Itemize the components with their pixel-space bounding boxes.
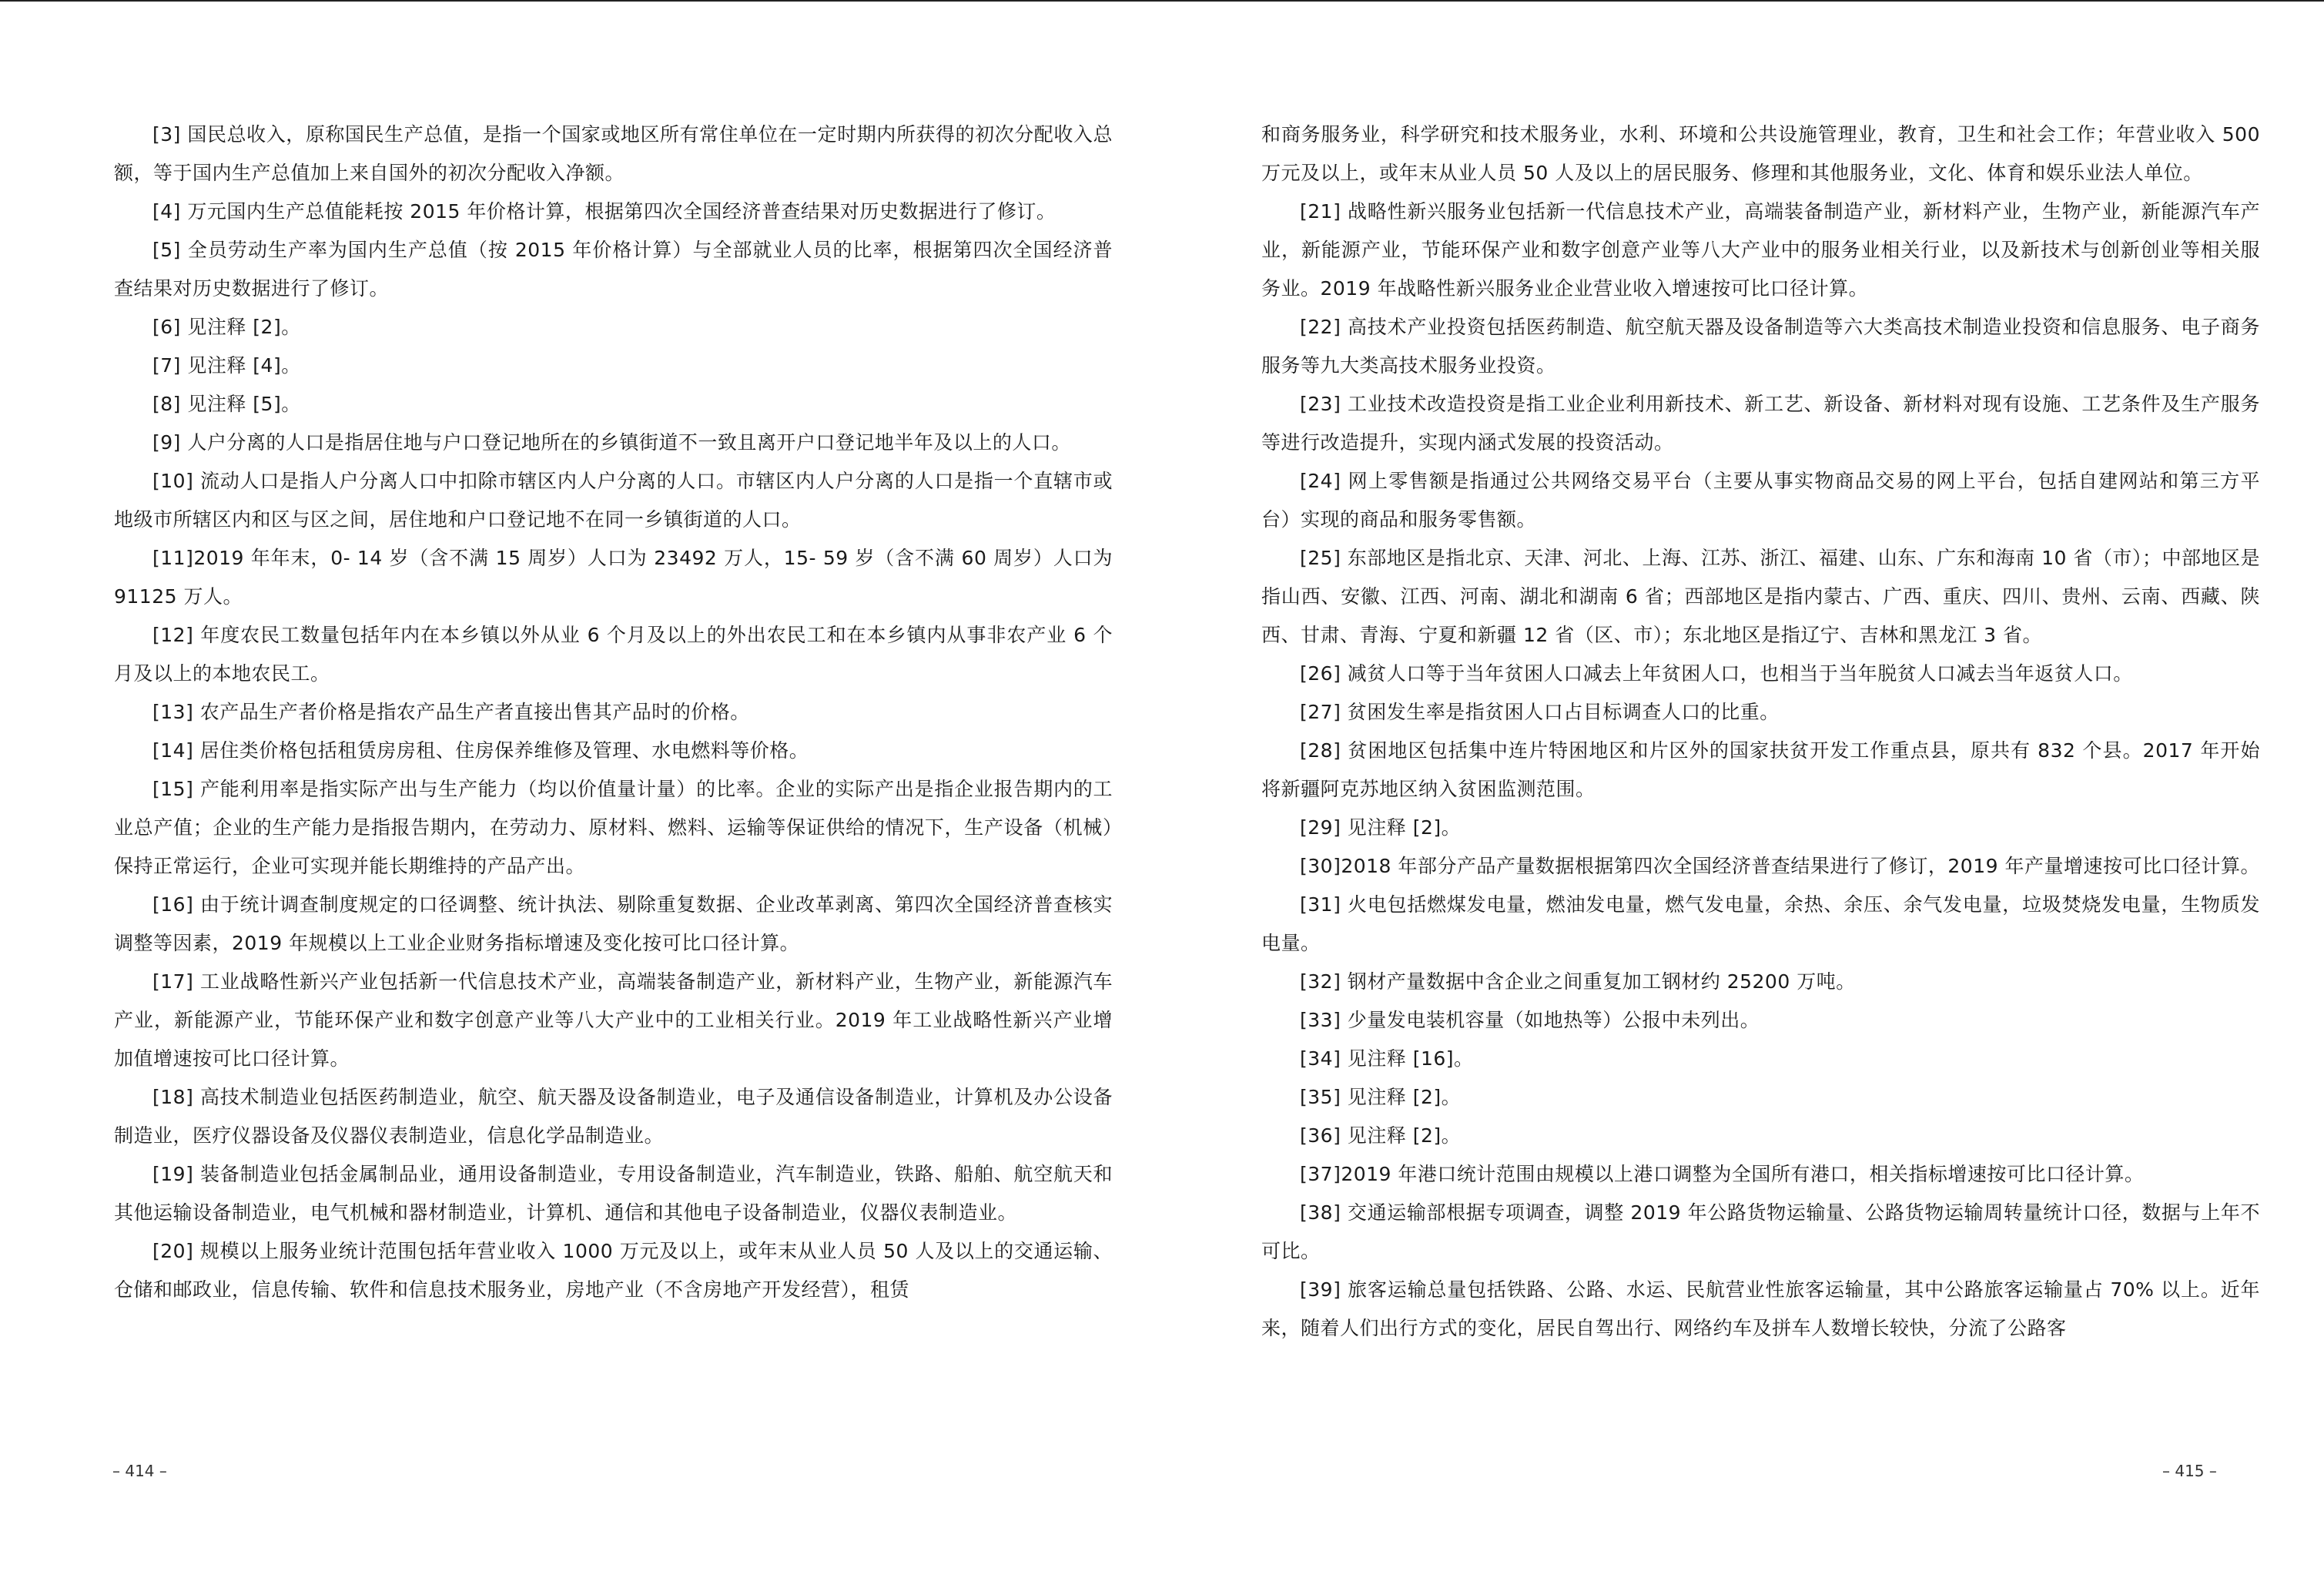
note-12: [12] 年度农民工数量包括年内在本乡镇以外从业 6 个月及以上的外出农民工和在本乡镇内从事非农产业 6 个月及以上的本地农民工。 xyxy=(114,624,1113,685)
note-36: [36] 见注释 [2]。 xyxy=(1300,1124,1462,1147)
note-22: [22] 高技术产业投资包括医药制造、航空航天器及设备制造等六大类高技术制造业投资和信息服务、电子商务服务等九大类高技术服务业投资。 xyxy=(1261,316,2260,377)
note-13: [13] 农产品生产者价格是指农产品生产者直接出售其产品时的价格。 xyxy=(152,701,750,723)
note-16: [16] 由于统计调查制度规定的口径调整、统计执法、剔除重复数据、企业改革剥离、第四次全国经济普查核实调整等因素，2019 年规模以上工业企业财务指标增速及变化按可比口径计算。 xyxy=(114,893,1113,954)
page-number-right: – 415 – xyxy=(2162,1462,2217,1480)
note-20-continuation: 和商务服务业，科学研究和技术服务业，水利、环境和公共设施管理业，教育，卫生和社会工作；年营业收入 500 万元及以上，或年末从业人员 50 人及以上的居民服务、修理和其他服务业，文化、体育和娱乐业法人单位。 xyxy=(1261,123,2260,184)
top-border-rule xyxy=(0,0,2324,2)
note-18: [18] 高技术制造业包括医药制造业，航空、航天器及设备制造业，电子及通信设备制造业，计算机及办公设备制造业，医疗仪器设备及仪器仪表制造业，信息化学品制造业。 xyxy=(114,1086,1113,1147)
note-5: [5] 全员劳动生产率为国内生产总值（按 2015 年价格计算）与全部就业人员的比率，根据第四次全国经济普查结果对历史数据进行了修订。 xyxy=(114,239,1113,300)
note-33: [33] 少量发电装机容量（如地热等）公报中未列出。 xyxy=(1300,1009,1760,1031)
note-19: [19] 装备制造业包括金属制品业，通用设备制造业，专用设备制造业，汽车制造业，铁路、船舶、航空航天和其他运输设备制造业，电气机械和器材制造业，计算机、通信和其他电子设备制造业，仪器仪表制造业。 xyxy=(114,1163,1113,1224)
right-page-body xyxy=(1261,116,2260,1440)
note-8: [8] 见注释 [5]。 xyxy=(152,393,301,415)
note-24: [24] 网上零售额是指通过公共网络交易平台（主要从事实物商品交易的网上平台，包括自建网站和第三方平台）实现的商品和服务零售额。 xyxy=(1261,470,2260,531)
note-27: [27] 贫困发生率是指贫困人口占目标调查人口的比重。 xyxy=(1300,701,1780,723)
note-4: [4] 万元国内生产总值能耗按 2015 年价格计算，根据第四次全国经济普查结果对历史数据进行了修订。 xyxy=(152,200,1057,223)
note-10: [10] 流动人口是指人户分离人口中扣除市辖区内人户分离的人口。市辖区内人户分离的人口是指一个直辖市或地级市所辖区内和区与区之间，居住地和户口登记地不在同一乡镇街道的人口。 xyxy=(114,470,1113,531)
left-page-body xyxy=(114,116,1113,1440)
note-28: [28] 贫困地区包括集中连片特困地区和片区外的国家扶贫开发工作重点县，原共有 832 个县。2017 年开始将新疆阿克苏地区纳入贫困监测范围。 xyxy=(1261,739,2260,800)
note-32: [32] 钢材产量数据中含企业之间重复加工钢材约 25200 万吨。 xyxy=(1300,970,1856,993)
note-14: [14] 居住类价格包括租赁房房租、住房保养维修及管理、水电燃料等价格。 xyxy=(152,739,809,762)
note-9: [9] 人户分离的人口是指居住地与户口登记地所在的乡镇街道不一致且离开户口登记地半年及以上的人口。 xyxy=(152,431,1071,454)
note-3: [3] 国民总收入，原称国民生产总值，是指一个国家或地区所有常住单位在一定时期内所获得的初次分配收入总额，等于国内生产总值加上来自国外的初次分配收入净额。 xyxy=(114,123,1113,184)
note-21: [21] 战略性新兴服务业包括新一代信息技术产业，高端装备制造产业，新材料产业，生物产业，新能源汽车产业，新能源产业，节能环保产业和数字创意产业等八大产业中的服务业相关行业，以及新技术与创新创业等相关服务业。2019 年战略性新兴服务业企业营业收入增速按可比口径计算。 xyxy=(1261,200,2260,300)
note-31: [31] 火电包括燃煤发电量，燃油发电量，燃气发电量，余热、余压、余气发电量，垃圾焚烧发电量，生物质发电量。 xyxy=(1261,893,2260,954)
note-39: [39] 旅客运输总量包括铁路、公路、水运、民航营业性旅客运输量，其中公路旅客运输量占 70% 以上。近年来，随着人们出行方式的变化，居民自驾出行、网络约车及拼车人数增长较快，分流了公路客 xyxy=(1261,1278,2260,1339)
note-7: [7] 见注释 [4]。 xyxy=(152,354,301,377)
note-26: [26] 减贫人口等于当年贫困人口减去上年贫困人口，也相当于当年脱贫人口减去当年返贫人口。 xyxy=(1300,662,2133,685)
note-6: [6] 见注释 [2]。 xyxy=(152,316,301,338)
note-23: [23] 工业技术改造投资是指工业企业利用新技术、新工艺、新设备、新材料对现有设施、工艺条件及生产服务等进行改造提升，实现内涵式发展的投资活动。 xyxy=(1261,393,2260,454)
note-37: [37]2019 年港口统计范围由规模以上港口调整为全国所有港口，相关指标增速按可比口径计算。 xyxy=(1300,1163,2145,1185)
note-35: [35] 见注释 [2]。 xyxy=(1300,1086,1462,1108)
note-34: [34] 见注释 [16]。 xyxy=(1300,1047,1474,1070)
note-20: [20] 规模以上服务业统计范围包括年营业收入 1000 万元及以上，或年末从业人员 50 人及以上的交通运输、仓储和邮政业，信息传输、软件和信息技术服务业，房地产业（不含房地产开发经营），租赁 xyxy=(114,1240,1113,1301)
note-11: [11]2019 年年末，0- 14 岁（含不满 15 周岁）人口为 23492 万人，15- 59 岁（含不满 60 周岁）人口为 91125 万人。 xyxy=(114,547,1113,608)
note-25: [25] 东部地区是指北京、天津、河北、上海、江苏、浙江、福建、山东、广东和海南 10 省（市）；中部地区是指山西、安徽、江西、河南、湖北和湖南 6 省；西部地区是指内蒙古、广西、重庆、四川、贵州、云南、西藏、陕西、甘肃、青海、宁夏和新疆 12 省（区、市）；东北地区是指辽宁、吉林和黑龙江 3 省。 xyxy=(1261,547,2260,646)
note-30: [30]2018 年部分产品产量数据根据第四次全国经济普查结果进行了修订，2019 年产量增速按可比口径计算。 xyxy=(1300,855,2260,877)
page-number-left: – 414 – xyxy=(112,1462,167,1480)
note-38: [38] 交通运输部根据专项调查，调整 2019 年公路货物运输量、公路货物运输周转量统计口径，数据与上年不可比。 xyxy=(1261,1201,2260,1262)
note-29: [29] 见注释 [2]。 xyxy=(1300,816,1462,839)
note-15: [15] 产能利用率是指实际产出与生产能力（均以价值量计量）的比率。企业的实际产出是指企业报告期内的工业总产值；企业的生产能力是指报告期内，在劳动力、原材料、燃料、运输等保证供给的情况下，生产设备（机械）保持正常运行，企业可实现并能长期维持的产品产出。 xyxy=(114,778,1113,877)
note-17: [17] 工业战略性新兴产业包括新一代信息技术产业，高端装备制造产业，新材料产业，生物产业，新能源汽车产业，新能源产业，节能环保产业和数字创意产业等八大产业中的工业相关行业。2019 年工业战略性新兴产业增加值增速按可比口径计算。 xyxy=(114,970,1113,1070)
